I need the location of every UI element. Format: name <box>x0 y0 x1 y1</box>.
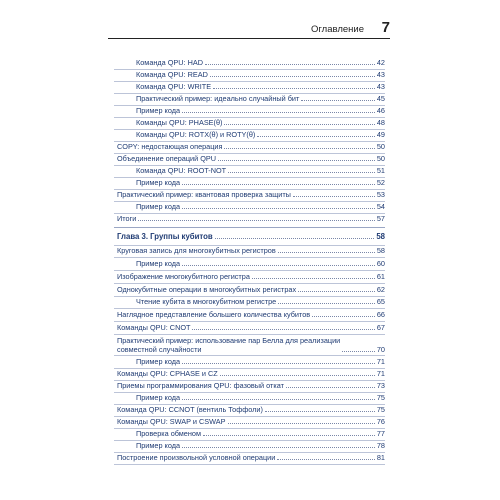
toc-entry-title: Объединение операций QPU <box>117 154 217 163</box>
toc-entry-title: Команда QPU: READ <box>136 70 208 79</box>
toc-entry-page: 77 <box>376 429 385 438</box>
dot-leader <box>301 100 375 101</box>
dot-leader <box>224 124 374 125</box>
toc-entry-title: Наглядное представление большего количества кубитов <box>117 310 311 319</box>
dot-leader <box>278 252 375 253</box>
toc-entry-page: 50 <box>376 154 385 163</box>
toc-entry-page: 70 <box>376 345 385 354</box>
toc-entry[interactable] <box>136 441 385 450</box>
toc-entry-page: 51 <box>376 166 385 175</box>
toc-entry[interactable] <box>136 178 385 187</box>
toc-entry-page: 67 <box>376 323 385 332</box>
toc-chapter-entry[interactable] <box>117 232 385 241</box>
toc-entry[interactable] <box>136 82 385 91</box>
toc-entry-page: 62 <box>376 285 385 294</box>
toc-entry-page: 76 <box>376 417 385 426</box>
toc-entry-title-line-2: совместной случайности <box>117 345 202 354</box>
dot-leader <box>182 112 375 113</box>
toc-entry-title: Пример кода <box>136 202 181 211</box>
toc-entry-page: 53 <box>376 190 385 199</box>
toc-entry[interactable] <box>117 142 385 151</box>
running-title: Оглавление <box>311 24 364 35</box>
dot-leader <box>278 303 375 304</box>
toc-entry[interactable] <box>136 259 385 268</box>
toc-entry[interactable] <box>136 70 385 79</box>
toc-entry-page: 46 <box>376 106 385 115</box>
row-divider <box>114 270 385 271</box>
toc-entry-title: COPY: недостающая операция <box>117 142 223 151</box>
dot-leader <box>286 387 375 388</box>
page-header <box>108 16 390 39</box>
toc-entry[interactable] <box>117 405 385 414</box>
row-divider <box>114 283 385 284</box>
dot-leader <box>205 64 375 65</box>
toc-entry-title: Команда QPU: ROOT-NOT <box>136 166 227 175</box>
toc-entry-page: 65 <box>376 297 385 306</box>
toc-entry-title: Команды QPU: SWAP и CSWAP <box>117 417 226 426</box>
dot-leader <box>203 435 375 436</box>
dot-leader <box>182 363 375 364</box>
row-divider <box>114 334 385 335</box>
toc-entry-page: 45 <box>376 94 385 103</box>
toc-entry[interactable] <box>136 58 385 67</box>
toc-entry-page: 75 <box>376 393 385 402</box>
header-page-number: 7 <box>381 19 390 36</box>
toc-entry-title: Команда QPU: CCNOT (вентиль Тоффоли) <box>117 405 263 414</box>
toc-entry[interactable] <box>117 381 385 390</box>
dot-leader <box>215 238 375 239</box>
dot-leader <box>257 136 375 137</box>
toc-entry[interactable] <box>117 214 385 223</box>
dot-leader <box>182 208 375 209</box>
chapter-title: Глава 3. Группы кубитов <box>117 232 213 241</box>
toc-entry-title: Практический пример: идеально случайный бит <box>136 94 300 103</box>
toc-entry-page: 81 <box>376 453 385 462</box>
dot-leader <box>228 423 375 424</box>
toc-entry[interactable] <box>117 190 385 199</box>
row-divider <box>114 321 385 322</box>
toc-entry[interactable] <box>136 106 385 115</box>
toc-entry[interactable] <box>136 94 385 103</box>
toc-entry-page: 61 <box>376 272 385 281</box>
toc-entry-page: 73 <box>376 381 385 390</box>
toc-entry-title: Построение произвольной условной операции <box>117 453 276 462</box>
toc-entry-multiline[interactable] <box>117 336 385 354</box>
dot-leader <box>293 196 375 197</box>
toc-entry-page: 43 <box>376 82 385 91</box>
toc-entry[interactable] <box>136 166 385 175</box>
toc-entry-page: 78 <box>376 441 385 450</box>
toc-entry[interactable] <box>136 118 385 127</box>
dot-leader <box>220 375 375 376</box>
toc-entry-title: Команды QPU: CPHASE и CZ <box>117 369 218 378</box>
toc-entry-page: 57 <box>376 214 385 223</box>
dot-leader <box>138 220 375 221</box>
toc-entry-title: Круговая запись для многокубитных регистров <box>117 246 276 255</box>
dot-leader <box>218 160 375 161</box>
toc-entry-title: Команды QPU: ROTX(θ) и ROTY(θ) <box>136 130 256 139</box>
toc-entry-title: Изображение многокубитного регистра <box>117 272 250 281</box>
toc-entry-title: Приемы программирования QPU: фазовый откат <box>117 381 284 390</box>
toc-entry-page: 58 <box>376 246 385 255</box>
dot-leader <box>210 76 375 77</box>
toc-entry-title: Пример кода <box>136 178 181 187</box>
dot-leader <box>265 411 375 412</box>
toc-entry-title: Практический пример: квантовая проверка защиты <box>117 190 291 199</box>
dot-leader <box>213 88 375 89</box>
toc-entry-page: 42 <box>376 58 385 67</box>
toc-entry-title: Пример кода <box>136 106 181 115</box>
toc-entry-title: Команда QPU: WRITE <box>136 82 212 91</box>
toc-entry[interactable] <box>136 202 385 211</box>
dot-leader <box>182 399 375 400</box>
toc-entry-title: Пример кода <box>136 441 181 450</box>
row-divider <box>114 355 385 356</box>
toc-entry[interactable] <box>117 453 385 462</box>
toc-entry-title: Чтение кубита в многокубитном регистре <box>136 297 277 306</box>
toc-entry-page: 54 <box>376 202 385 211</box>
toc-entry-page: 49 <box>376 130 385 139</box>
dot-leader <box>342 351 375 352</box>
dot-leader <box>192 329 374 330</box>
toc-entry-title: Команды QPU: PHASE(θ) <box>136 118 223 127</box>
toc-entry-page: 75 <box>376 405 385 414</box>
toc-entry-title-line-1: Практический пример: использование пар Белла для реализации <box>117 336 341 345</box>
row-divider <box>114 464 385 465</box>
dot-leader <box>182 184 375 185</box>
toc-entry-title: Проверка обменом <box>136 429 201 438</box>
toc-entry-title: Однокубитные операции в многокубитных регистрах <box>117 285 297 294</box>
toc-entry[interactable] <box>136 297 385 306</box>
toc-entry[interactable] <box>117 285 385 294</box>
toc-entry-page: 60 <box>376 259 385 268</box>
toc-entry[interactable] <box>117 310 385 319</box>
dot-leader <box>277 459 375 460</box>
toc-entry[interactable] <box>117 417 385 426</box>
toc-entry-title: Пример кода <box>136 357 181 366</box>
dot-leader <box>224 148 374 149</box>
toc-entry[interactable] <box>136 429 385 438</box>
dot-leader <box>252 278 375 279</box>
toc-entry[interactable] <box>136 357 385 366</box>
dot-leader <box>312 316 375 317</box>
toc-entry[interactable] <box>136 393 385 402</box>
toc-entry[interactable] <box>117 154 385 163</box>
toc-entry-page: 43 <box>376 70 385 79</box>
toc-entry-page: 71 <box>376 369 385 378</box>
row-divider <box>114 257 385 258</box>
toc-entry-page: 52 <box>376 178 385 187</box>
section-divider <box>114 227 385 228</box>
toc-entry-page: 66 <box>376 310 385 319</box>
toc-entry-title: Команды QPU: CNOT <box>117 323 191 332</box>
toc-entry[interactable] <box>117 246 385 255</box>
row-divider <box>114 308 385 309</box>
dot-leader <box>182 265 375 266</box>
toc-entry-title: Итоги <box>117 214 137 223</box>
toc-entry-page: 48 <box>376 118 385 127</box>
dot-leader <box>182 447 375 448</box>
toc-entry-page: 71 <box>376 357 385 366</box>
toc-entry-title: Пример кода <box>136 259 181 268</box>
dot-leader <box>298 291 375 292</box>
chapter-page: 58 <box>376 232 385 241</box>
toc-entry-title <box>117 336 340 354</box>
toc-entry-title: Команда QPU: HAD <box>136 58 204 67</box>
toc-entry-title: Пример кода <box>136 393 181 402</box>
toc-entry[interactable] <box>117 323 385 332</box>
toc-entry-page: 50 <box>376 142 385 151</box>
toc-entry[interactable] <box>117 369 385 378</box>
toc-entry[interactable] <box>117 272 385 281</box>
toc-entry[interactable] <box>136 130 385 139</box>
dot-leader <box>228 172 375 173</box>
